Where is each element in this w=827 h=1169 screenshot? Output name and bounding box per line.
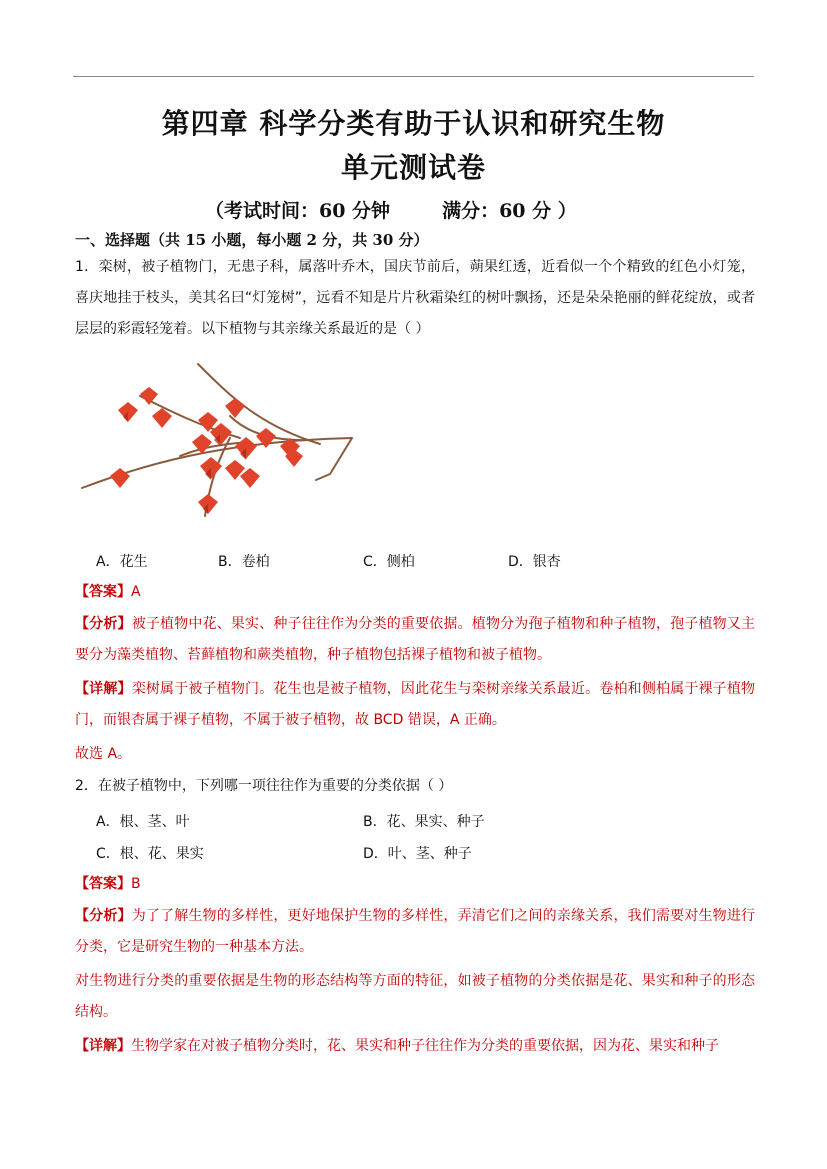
question-1-stem: 1．栾树，被子植物门，无患子科，属落叶乔木，国庆节前后，蒴果红透，近看似一个个精致的红色小灯笼，喜庆地挂于枝头，美其名曰“灯笼树”，远看不知是片片秋霜染红的树叶飘扬，还是朵朵艳丽的鲜花绽放，或者层层的彩霞轻笼着。以下植物与其亲缘关系最近的是（ ） [75, 259, 755, 337]
exam-time: （考试时间：60 分钟 [205, 200, 391, 222]
page-subtitle: 单元测试卷 [340, 151, 486, 184]
q2-detail: 【详解】生物学家在对被子植物分类时，花、果实和种子往往作为分类的重要依据，因为花、果实和种子 [75, 1038, 719, 1054]
q2-analysis: 【分析】为了了解生物的多样性，更好地保护生物的多样性，弄清它们之间的亲缘关系，我们需要对生物进行分类，它是研究生物的一种基本方法。 [75, 908, 756, 955]
question-2-stem: 2．在被子植物中，下列哪一项往往作为重要的分类依据（ ） [75, 778, 453, 794]
q1-option-a: A．花生 [96, 554, 148, 570]
exam-meta [205, 196, 577, 223]
q1-answer: 【答案】A [75, 584, 141, 600]
q2-option-b: B．花、果实、种子 [363, 814, 485, 830]
page-title: 第四章 科学分类有助于认识和研究生物 [161, 107, 666, 140]
q2-option-a: A．根、茎、叶 [96, 814, 190, 830]
header-rule [73, 76, 754, 77]
q1-option-d: D．银杏 [508, 554, 561, 570]
section-heading: 一、选择题（共 15 小题，每小题 2 分，共 30 分） [75, 231, 429, 249]
q2-option-d: D．叶、茎、种子 [363, 846, 472, 862]
q1-option-c: C．侧柏 [363, 554, 415, 570]
q2-answer: 【答案】B [75, 876, 141, 892]
q1-option-b: B．卷柏 [218, 554, 270, 570]
q1-analysis: 【分析】被子植物中花、果实、种子往往作为分类的重要依据。植物分为孢子植物和种子植物，孢子植物又主要分为藻类植物、苔藓植物和蕨类植物，种子植物包括裸子植物和被子植物。 [75, 616, 756, 663]
q1-detail: 【详解】栾树属于被子植物门。花生也是被子植物，因此花生与栾树亲缘关系最近。卷柏和侧柏属于裸子植物门，而银杏属于裸子植物，不属于被子植物，故 BCD 错误，A 正确。 [75, 681, 756, 728]
q2-option-c: C．根、花、果实 [96, 846, 204, 862]
full-score: 满分：60 分 ） [442, 200, 577, 222]
lantern-tree-branch-image [80, 356, 355, 528]
q1-conclusion: 故选 A。 [75, 746, 132, 762]
q2-analysis-2: 对生物进行分类的重要依据是生物的形态结构等方面的特征，如被子植物的分类依据是花、果实和种子的形态结构。 [75, 973, 755, 1020]
